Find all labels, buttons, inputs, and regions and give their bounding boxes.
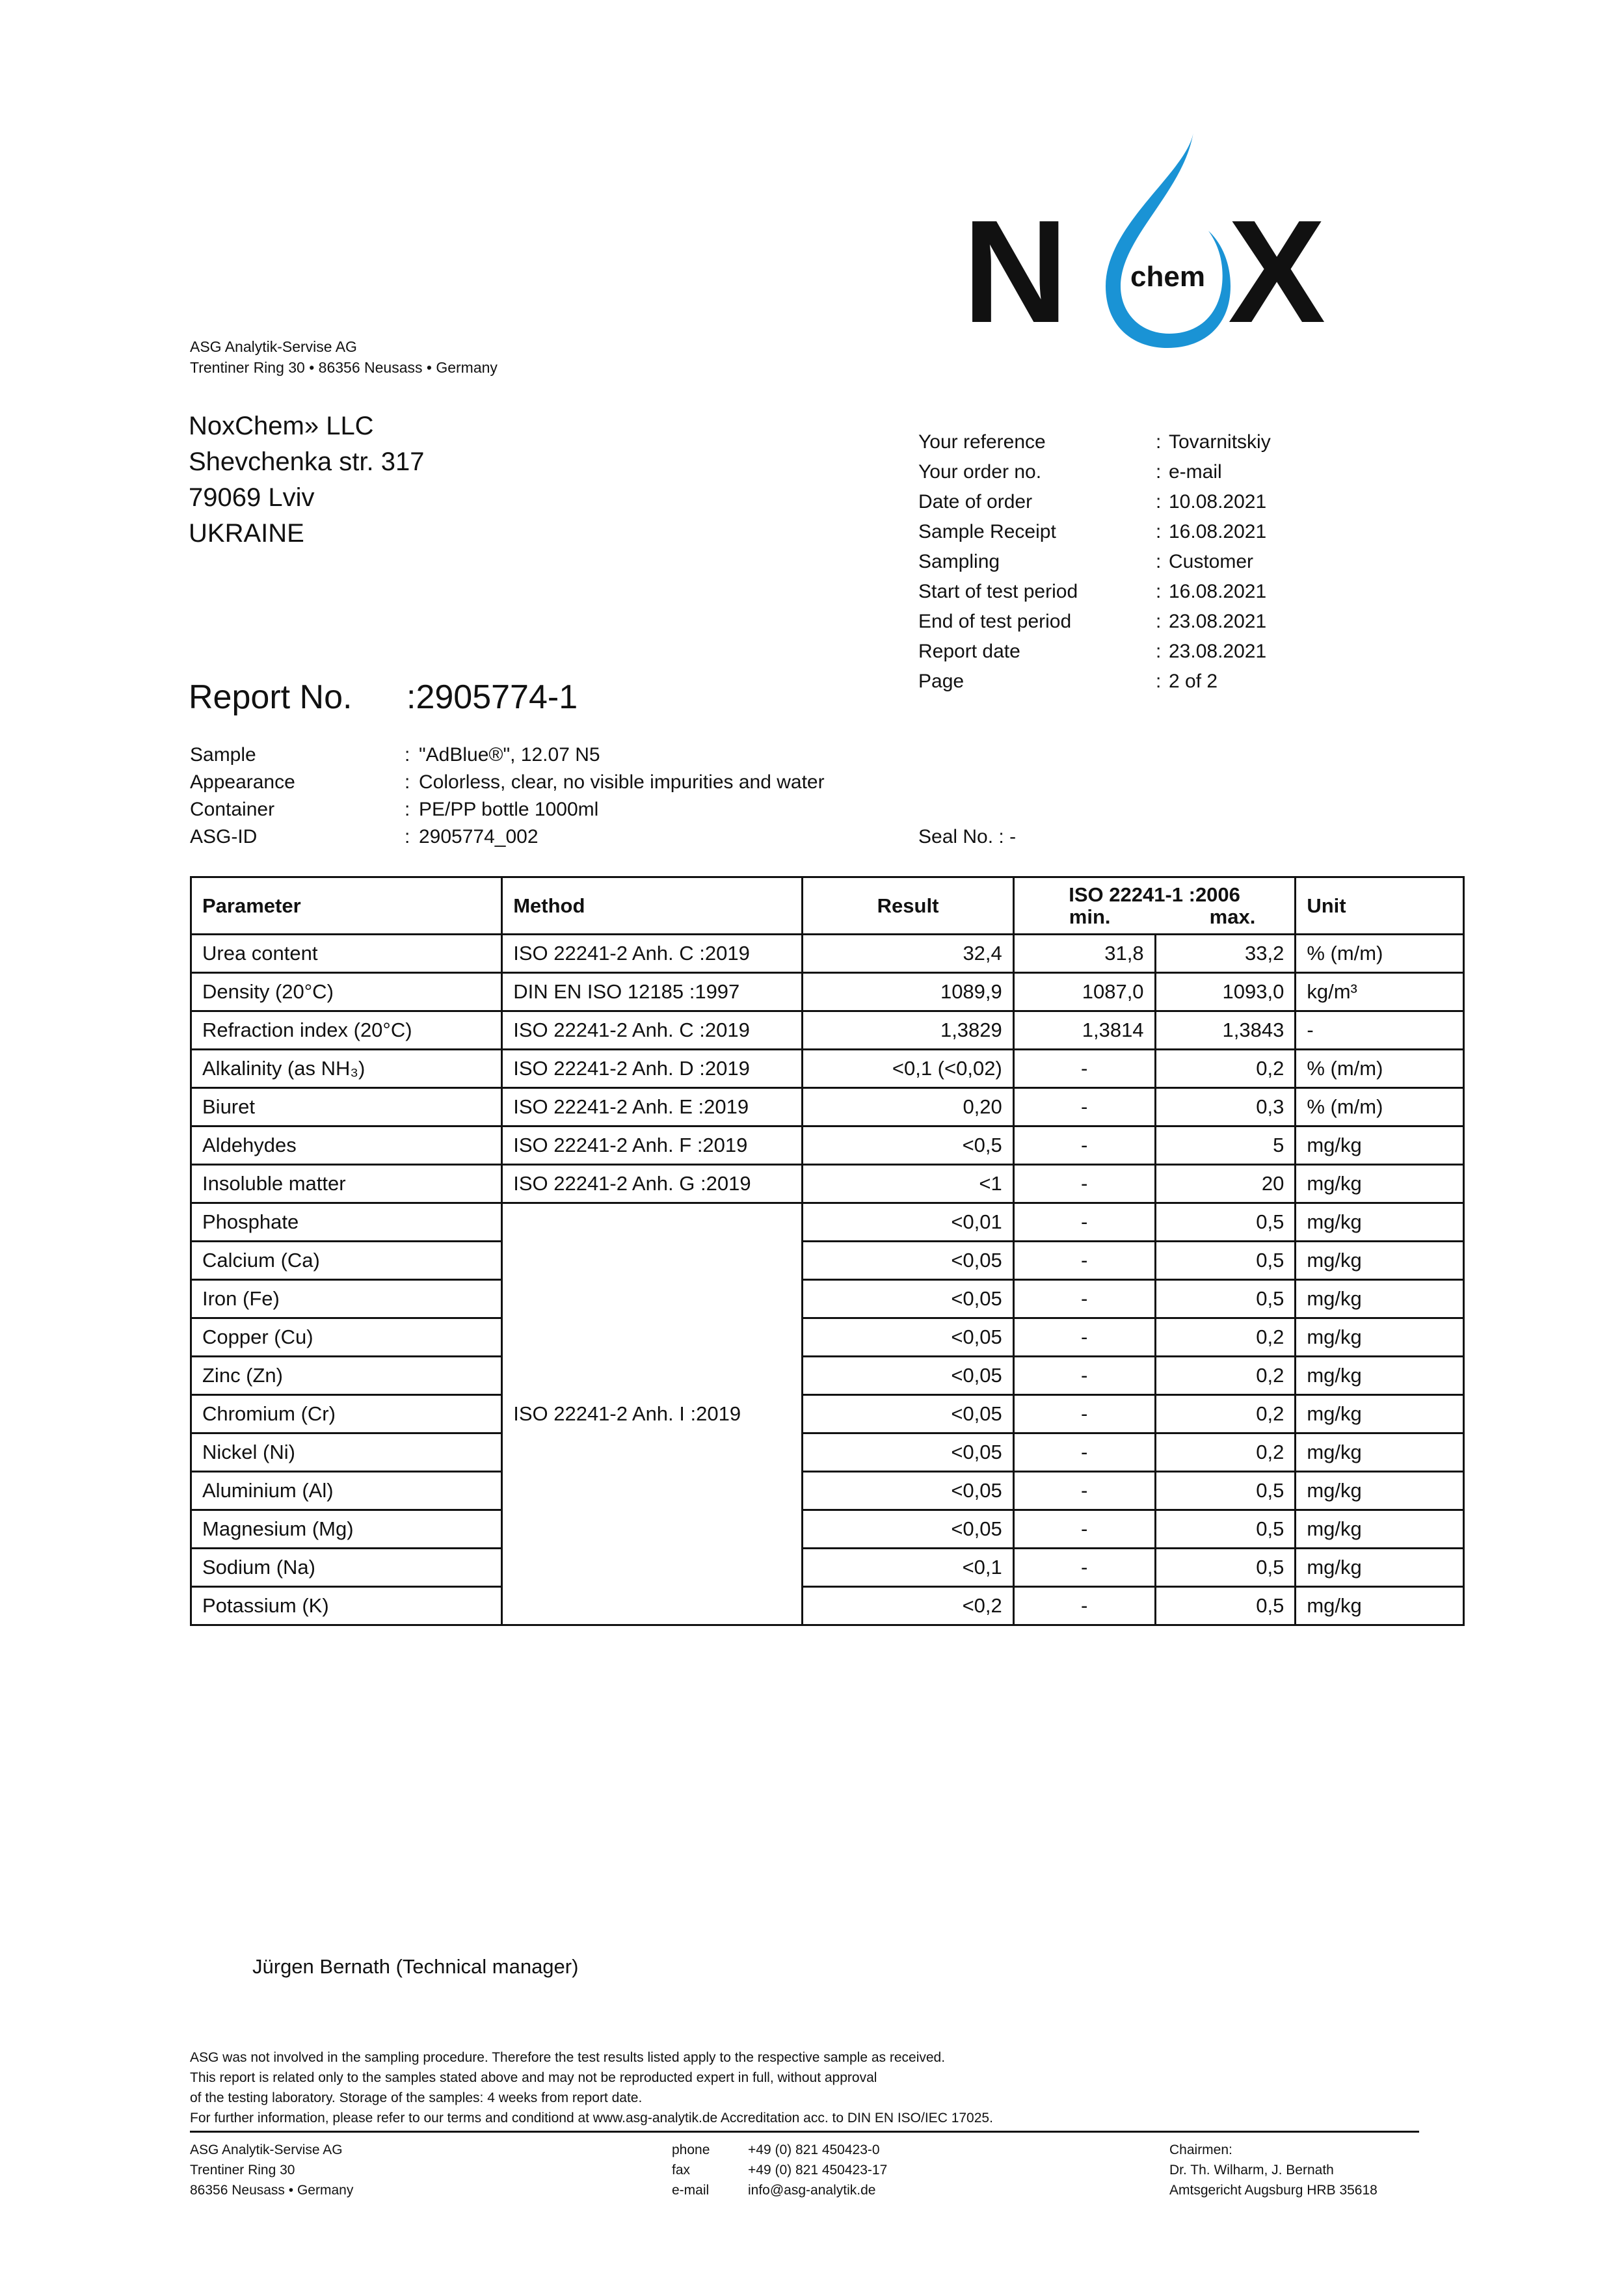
cell-min: -	[1013, 1549, 1155, 1587]
order-info-value: 16.08.2021	[1169, 581, 1267, 602]
cell-result: <0,05	[803, 1433, 1013, 1472]
table-row	[191, 1203, 1464, 1242]
cell-parameter: Insoluble matter	[191, 1165, 502, 1203]
cell-min: -	[1013, 1472, 1155, 1510]
header-iso: ISO 22241-1 :2006	[1069, 883, 1240, 906]
colon: :	[405, 826, 410, 847]
cell-result: <0,05	[803, 1510, 1013, 1549]
cell-max: 20	[1155, 1165, 1296, 1203]
footer-legal-line: Amtsgericht Augsburg HRB 35618	[1169, 2183, 1378, 2198]
sample-info-row	[190, 823, 825, 851]
cell-parameter: Iron (Fe)	[191, 1280, 502, 1318]
sample-info-row	[190, 769, 825, 796]
table-row	[191, 1510, 1464, 1549]
cell-max: 33,2	[1155, 935, 1296, 973]
cell-unit: mg/kg	[1296, 1165, 1464, 1203]
recipient-line: 79069 Lviv	[189, 483, 315, 512]
cell-max: 0,5	[1155, 1510, 1296, 1549]
cell-min: -	[1013, 1242, 1155, 1280]
logo-chem: chem	[1130, 261, 1205, 293]
cell-min: -	[1013, 1280, 1155, 1318]
cell-max: 5	[1155, 1126, 1296, 1165]
cell-method: ISO 22241-2 Anh. E :2019	[502, 1088, 803, 1126]
cell-min: -	[1013, 1357, 1155, 1395]
cell-method: ISO 22241-2 Anh. D :2019	[502, 1050, 803, 1088]
cell-max: 0,2	[1155, 1318, 1296, 1357]
sample-info-row	[190, 796, 825, 823]
cell-unit: mg/kg	[1296, 1433, 1464, 1472]
cell-min: -	[1013, 1088, 1155, 1126]
colon: :	[1156, 491, 1162, 513]
report-value: 2905774-1	[416, 678, 578, 716]
header-method: Method	[502, 877, 803, 935]
footer-legal	[1169, 2140, 1378, 2200]
cell-result: <0,05	[803, 1472, 1013, 1510]
water-drop-icon	[1106, 132, 1231, 348]
recipient-line: Shevchenka str. 317	[189, 447, 425, 476]
cell-min: -	[1013, 1203, 1155, 1242]
table-row	[191, 1587, 1464, 1625]
footer-legal-line: Dr. Th. Wilharm, J. Bernath	[1169, 2163, 1334, 2178]
cell-method: ISO 22241-2 Anh. C :2019	[502, 935, 803, 973]
email-label: e-mail	[672, 2183, 710, 2198]
cell-result: 0,20	[803, 1088, 1013, 1126]
sample-info-row	[190, 741, 825, 769]
table-header-row	[191, 877, 1464, 935]
order-info-value: e-mail	[1169, 461, 1222, 483]
cell-result: <0,05	[803, 1242, 1013, 1280]
colon: :	[1156, 671, 1162, 692]
recipient-line: NoxChem» LLC	[189, 412, 374, 440]
order-info-label: Your reference	[918, 431, 1046, 453]
table-row	[191, 1011, 1464, 1050]
cell-parameter: Density (20°C)	[191, 973, 502, 1011]
cell-method: ISO 22241-2 Anh. C :2019	[502, 1011, 803, 1050]
cell-unit: mg/kg	[1296, 1549, 1464, 1587]
cell-unit: mg/kg	[1296, 1395, 1464, 1433]
cell-unit: mg/kg	[1296, 1357, 1464, 1395]
cell-result: <0,2	[803, 1587, 1013, 1625]
cell-max: 0,2	[1155, 1357, 1296, 1395]
order-info-label: Sample Receipt	[918, 521, 1056, 542]
cell-parameter: Aldehydes	[191, 1126, 502, 1165]
order-info-value: 10.08.2021	[1169, 491, 1267, 513]
header-max: max.	[1209, 905, 1256, 928]
footer-legal-line: Chairmen:	[1169, 2142, 1232, 2157]
cell-result: <0,1	[803, 1549, 1013, 1587]
sender-street: Trentiner Ring 30 • 86356 Neusass • Germany	[190, 359, 498, 376]
colon: :	[405, 744, 410, 766]
sample-info-value: Colorless, clear, no visible impurities and water	[419, 771, 825, 793]
footer-contacts	[672, 2140, 887, 2200]
cell-max: 0,5	[1155, 1242, 1296, 1280]
colon: :	[405, 771, 410, 793]
colon: :	[1156, 461, 1162, 483]
table-row	[191, 1088, 1464, 1126]
disclaimer-line: ASG was not involved in the sampling procedure. Therefore the test results listed apply to the respective sample as received.	[190, 2050, 946, 2065]
order-info-row	[918, 607, 1271, 637]
cell-parameter: Alkalinity (as NH₃)	[191, 1050, 502, 1088]
cell-unit: mg/kg	[1296, 1510, 1464, 1549]
cell-result: <0,05	[803, 1280, 1013, 1318]
results-table	[190, 876, 1465, 1626]
cell-result: <0,1 (<0,02)	[803, 1050, 1013, 1088]
cell-result: 1089,9	[803, 973, 1013, 1011]
header-min: min.	[1069, 905, 1111, 928]
cell-min: 1087,0	[1013, 973, 1155, 1011]
cell-min: -	[1013, 1587, 1155, 1625]
cell-max: 0,5	[1155, 1472, 1296, 1510]
disclaimer-line: of the testing laboratory. Storage of the samples: 4 weeks from report date.	[190, 2090, 643, 2105]
signature-name: Jürgen Bernath (Technical manager)	[252, 1955, 579, 1978]
order-info-label: Date of order	[918, 491, 1033, 513]
disclaimer-line: This report is related only to the samples stated above and may not be reproducted expert in full, without approval	[190, 2070, 877, 2085]
table-row	[191, 1126, 1464, 1165]
cell-parameter: Nickel (Ni)	[191, 1433, 502, 1472]
cell-parameter: Calcium (Ca)	[191, 1242, 502, 1280]
order-info-label: Page	[918, 671, 965, 692]
colon: :	[1156, 551, 1162, 572]
cell-result: <0,05	[803, 1357, 1013, 1395]
cell-result: 1,3829	[803, 1011, 1013, 1050]
header-result: Result	[803, 877, 1013, 935]
table-row	[191, 1433, 1464, 1472]
cell-max: 1,3843	[1155, 1011, 1296, 1050]
cell-parameter: Copper (Cu)	[191, 1318, 502, 1357]
cell-method: DIN EN ISO 12185 :1997	[502, 973, 803, 1011]
cell-unit: mg/kg	[1296, 1587, 1464, 1625]
colon: :	[1156, 641, 1162, 662]
sample-info	[190, 741, 825, 851]
sample-info-label: Container	[190, 799, 275, 820]
order-info-label: End of test period	[918, 611, 1072, 632]
cell-unit: mg/kg	[1296, 1472, 1464, 1510]
cell-unit: mg/kg	[1296, 1203, 1464, 1242]
recipient-line: UKRAINE	[189, 519, 304, 548]
colon: :	[1156, 581, 1162, 602]
cell-min: -	[1013, 1126, 1155, 1165]
table-row	[191, 1395, 1464, 1433]
cell-unit: % (m/m)	[1296, 1050, 1464, 1088]
recipient-address	[189, 408, 424, 552]
order-info-row	[918, 427, 1271, 457]
cell-min: -	[1013, 1050, 1155, 1088]
sender-name: ASG Analytik-Servise AG	[190, 338, 357, 355]
cell-unit: -	[1296, 1011, 1464, 1050]
cell-min: -	[1013, 1165, 1155, 1203]
report-label: Report No.	[189, 678, 353, 716]
table-row	[191, 1050, 1464, 1088]
order-info	[918, 427, 1271, 697]
cell-max: 0,5	[1155, 1203, 1296, 1242]
cell-min: -	[1013, 1510, 1155, 1549]
table-row	[191, 973, 1464, 1011]
header-unit: Unit	[1296, 877, 1464, 935]
table-row	[191, 935, 1464, 973]
cell-unit: mg/kg	[1296, 1318, 1464, 1357]
footer-divider	[190, 2131, 1419, 2133]
cell-max: 0,3	[1155, 1088, 1296, 1126]
cell-min: 31,8	[1013, 935, 1155, 973]
order-info-label: Your order no.	[918, 461, 1042, 483]
cell-unit: mg/kg	[1296, 1242, 1464, 1280]
cell-unit: kg/m³	[1296, 973, 1464, 1011]
cell-parameter: Refraction index (20°C)	[191, 1011, 502, 1050]
order-info-value: 23.08.2021	[1169, 611, 1267, 632]
report-number: Report No. : 2905774-1	[189, 676, 578, 718]
footer-company-line: ASG Analytik-Servise AG	[190, 2142, 343, 2157]
cell-result: <1	[803, 1165, 1013, 1203]
logo-letter-n: N	[963, 189, 1069, 351]
order-info-value: Customer	[1169, 551, 1254, 572]
cell-max: 0,5	[1155, 1549, 1296, 1587]
table-row	[191, 1165, 1464, 1203]
cell-unit: mg/kg	[1296, 1280, 1464, 1318]
order-info-row	[918, 637, 1271, 667]
table-row	[191, 1318, 1464, 1357]
cell-max: 0,5	[1155, 1280, 1296, 1318]
footer-company-line: 86356 Neusass • Germany	[190, 2183, 354, 2198]
cell-min: -	[1013, 1433, 1155, 1472]
cell-min: 1,3814	[1013, 1011, 1155, 1050]
cell-min: -	[1013, 1395, 1155, 1433]
fax-label: fax	[672, 2163, 691, 2178]
order-info-value: 2 of 2	[1169, 671, 1218, 692]
header-iso-limits	[1013, 877, 1296, 935]
cell-parameter: Potassium (K)	[191, 1587, 502, 1625]
order-info-label: Start of test period	[918, 581, 1078, 602]
cell-result: 32,4	[803, 935, 1013, 973]
table-row	[191, 1472, 1464, 1510]
order-info-value: 16.08.2021	[1169, 521, 1267, 542]
cell-parameter: Aluminium (Al)	[191, 1472, 502, 1510]
phone-label: phone	[672, 2142, 710, 2157]
cell-max: 0,2	[1155, 1395, 1296, 1433]
cell-unit: % (m/m)	[1296, 1088, 1464, 1126]
cell-parameter: Phosphate	[191, 1203, 502, 1242]
order-info-row	[918, 517, 1271, 547]
cell-result: <0,05	[803, 1395, 1013, 1433]
colon: :	[1156, 611, 1162, 632]
cell-parameter: Magnesium (Mg)	[191, 1510, 502, 1549]
table-row	[191, 1357, 1464, 1395]
cell-parameter: Zinc (Zn)	[191, 1357, 502, 1395]
sample-info-value: 2905774_002	[419, 826, 539, 847]
logo-letter-x: X	[1228, 189, 1326, 351]
cell-result: <0,5	[803, 1126, 1013, 1165]
order-info-value: 23.08.2021	[1169, 641, 1267, 662]
cell-min: -	[1013, 1318, 1155, 1357]
cell-parameter: Urea content	[191, 935, 502, 973]
cell-unit: mg/kg	[1296, 1126, 1464, 1165]
sample-info-value: "AdBlue®", 12.07 N5	[419, 744, 600, 766]
order-info-row	[918, 547, 1271, 577]
sample-info-value: PE/PP bottle 1000ml	[419, 799, 599, 820]
cell-parameter: Sodium (Na)	[191, 1549, 502, 1587]
order-info-row	[918, 487, 1271, 517]
order-info-row	[918, 667, 1271, 697]
cell-max: 0,5	[1155, 1587, 1296, 1625]
cell-method: ISO 22241-2 Anh. G :2019	[502, 1165, 803, 1203]
order-info-row	[918, 577, 1271, 607]
cell-method: ISO 22241-2 Anh. F :2019	[502, 1126, 803, 1165]
cell-max: 1093,0	[1155, 973, 1296, 1011]
cell-result: <0,05	[803, 1318, 1013, 1357]
order-info-value: Tovarnitskiy	[1169, 431, 1271, 453]
footer-company	[190, 2140, 353, 2200]
colon: :	[405, 799, 410, 820]
cell-parameter: Biuret	[191, 1088, 502, 1126]
order-info-label: Report date	[918, 641, 1020, 662]
seal-number: Seal No. : -	[918, 826, 1017, 847]
cell-unit: % (m/m)	[1296, 935, 1464, 973]
order-info-label: Sampling	[918, 551, 1000, 572]
disclaimer	[190, 2047, 1426, 2128]
colon: :	[1156, 521, 1162, 542]
sample-info-label: ASG-ID	[190, 826, 258, 847]
noxchem-logo	[963, 127, 1392, 351]
sender-address	[190, 336, 498, 378]
colon: :	[1156, 431, 1162, 453]
table-row	[191, 1549, 1464, 1587]
order-info-row	[918, 457, 1271, 487]
cell-result: <0,01	[803, 1203, 1013, 1242]
cell-method-shared: ISO 22241-2 Anh. I :2019	[502, 1203, 803, 1625]
table-row	[191, 1280, 1464, 1318]
sample-info-label: Appearance	[190, 771, 295, 793]
fax-value: +49 (0) 821 450423-17	[748, 2163, 888, 2178]
sample-info-label: Sample	[190, 744, 256, 766]
email-value: info@asg-analytik.de	[748, 2183, 876, 2198]
header-parameter: Parameter	[191, 877, 502, 935]
cell-max: 0,2	[1155, 1433, 1296, 1472]
footer-company-line: Trentiner Ring 30	[190, 2163, 295, 2178]
cell-max: 0,2	[1155, 1050, 1296, 1088]
cell-parameter: Chromium (Cr)	[191, 1395, 502, 1433]
phone-value: +49 (0) 821 450423-0	[748, 2142, 880, 2157]
disclaimer-line: For further information, please refer to our terms and conditiond at www.asg-analytik.de Accreditation acc. to DIN EN ISO/IEC 17025.	[190, 2111, 993, 2125]
table-row	[191, 1242, 1464, 1280]
